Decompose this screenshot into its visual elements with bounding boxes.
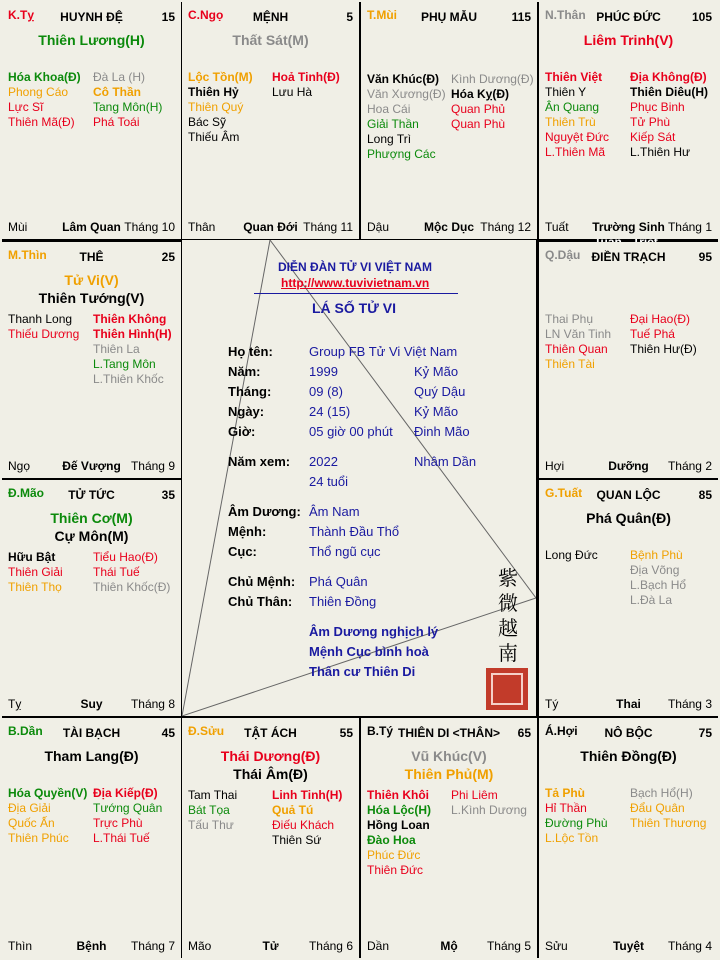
- minor-star: Kiếp Sát: [630, 130, 676, 144]
- minor-star: LN Văn Tinh: [545, 327, 612, 341]
- minor-star: Lộc Tồn(M): [188, 70, 253, 84]
- palace-mui-top[interactable]: [361, 2, 537, 239]
- minor-star: Thiên Hỷ: [188, 85, 239, 99]
- minor-star: Thiếu Âm: [188, 130, 240, 144]
- minor-star: Thiên Mã(Đ): [8, 115, 75, 129]
- info-value: 09 (8): [309, 384, 343, 399]
- month-label: Tháng 8: [130, 697, 175, 711]
- info-value: 24 tuổi: [309, 474, 349, 489]
- info-label: Ngày:: [228, 404, 265, 419]
- month-label: Tháng 6: [308, 939, 353, 953]
- main-star: Thất Sát(M): [232, 32, 309, 48]
- main-star: Thiên Tướng(V): [38, 290, 145, 306]
- palace-age: 45: [161, 726, 175, 740]
- minor-star: Bạch Hổ(H): [630, 786, 693, 800]
- minor-star: Quan Phù: [451, 117, 506, 131]
- minor-star: Thanh Long: [8, 312, 73, 326]
- minor-star: Phúc Đức: [367, 848, 421, 862]
- life-stage: Đế Vượng: [62, 459, 121, 473]
- minor-star: Địa Kiếp(Đ): [93, 786, 158, 800]
- chart-note: Mệnh Cục bình hoà: [309, 644, 429, 659]
- month-branch: Thìn: [8, 939, 33, 953]
- minor-stars-right: [451, 788, 527, 818]
- minor-stars-right: [630, 70, 708, 160]
- info-value: Group FB Tử Vi Việt Nam: [309, 344, 458, 359]
- palace-name: TÀI BẠCH: [62, 726, 121, 740]
- info-value: Âm Nam: [309, 504, 360, 519]
- minor-star: Địa Võng: [630, 563, 680, 577]
- minor-star: Thiên Không: [93, 312, 167, 326]
- palace-age: 105: [691, 10, 712, 24]
- info-value: Thổ ngũ cục: [309, 544, 381, 559]
- palace-age: 25: [161, 250, 175, 264]
- minor-star: Thiên La: [93, 342, 140, 356]
- month-label: Tháng 12: [480, 220, 531, 234]
- minor-stars-right: [630, 786, 706, 831]
- minor-star: Hóa Quyền(V): [8, 786, 88, 800]
- month-branch: Sửu: [545, 939, 568, 953]
- minor-star: Thai Phụ: [545, 312, 594, 326]
- minor-star: Linh Tinh(H): [272, 788, 343, 802]
- palace-branch: B.Dần: [8, 724, 43, 738]
- minor-star: Thiên Quan: [545, 342, 608, 356]
- palace-age: 115: [511, 10, 531, 24]
- minor-star: Phượng Các: [367, 147, 436, 161]
- minor-star: Thiên Hình(H): [93, 327, 172, 341]
- minor-star: Thiên Giải: [8, 565, 63, 579]
- minor-star: Thiếu Dương: [8, 327, 80, 341]
- life-stage: Lâm Quan: [62, 220, 121, 234]
- minor-star: Tử Phù: [630, 115, 671, 129]
- minor-stars-left: [545, 548, 598, 563]
- palace-branch: Đ.Sửu: [188, 724, 225, 738]
- life-stage: Thai: [616, 697, 641, 711]
- life-stage: Mộc Dục: [423, 220, 474, 234]
- minor-stars-right: [93, 70, 162, 130]
- info-label: Âm Dương:: [228, 504, 301, 519]
- minor-star: L.Thiên Mã: [545, 145, 606, 159]
- minor-star: L.Đà La: [630, 593, 673, 607]
- minor-star: Long Đức: [545, 548, 598, 562]
- info-label: Cục:: [228, 544, 257, 559]
- palace-tuat-r[interactable]: [539, 480, 718, 716]
- month-label: Tháng 2: [667, 459, 712, 473]
- info-value: 1999: [309, 364, 338, 379]
- main-star: Phá Quân(Đ): [586, 510, 671, 526]
- minor-star: Thiên Khôi: [367, 788, 429, 802]
- minor-stars-left: [8, 312, 79, 342]
- minor-star: Điếu Khách: [272, 818, 335, 832]
- minor-star: L.Kình Dương: [451, 803, 527, 817]
- main-star: Cự Môn(M): [54, 528, 129, 544]
- palace-name: TỬ TỨC: [68, 488, 115, 502]
- month-branch: Dần: [367, 939, 390, 953]
- minor-star: L.Thiên Hư: [630, 145, 691, 159]
- minor-star: Thiên Hư(Đ): [630, 342, 697, 356]
- main-star: Thiên Đồng(Đ): [580, 748, 677, 764]
- info-value: 05 giờ 00 phút: [309, 424, 393, 439]
- main-star: Thiên Lương(H): [38, 32, 145, 48]
- minor-stars-right: [93, 312, 172, 387]
- info-label: Năm xem:: [228, 454, 291, 469]
- forum-url[interactable]: http://www.tuvivietnam.vn: [281, 276, 430, 290]
- palace-age: 95: [698, 250, 712, 264]
- main-star: Thiên Cơ(M): [50, 510, 133, 526]
- info-value: Thiên Đồng: [309, 594, 377, 609]
- palace-branch: C.Ngọ: [188, 8, 224, 22]
- palace-branch: Q.Dậu: [545, 248, 581, 262]
- minor-star: Tấu Thư: [188, 818, 234, 832]
- palace-than-top[interactable]: [539, 2, 718, 239]
- minor-stars-left: [367, 788, 431, 878]
- minor-star: Đẩu Quân: [630, 801, 685, 815]
- month-label: Tháng 11: [303, 220, 353, 234]
- palace-branch: Đ.Mão: [8, 486, 44, 500]
- life-stage: Suy: [80, 697, 103, 711]
- palace-branch: G.Tuất: [545, 486, 583, 500]
- minor-star: Văn Khúc(Đ): [367, 72, 439, 86]
- minor-star: Bác Sỹ: [188, 115, 227, 129]
- minor-star: Hữu Bật: [8, 550, 56, 564]
- minor-star: Quả Tú: [272, 803, 314, 817]
- minor-stars-right: [451, 72, 534, 132]
- palace-name: ĐIỀN TRẠCH: [591, 250, 666, 264]
- minor-star: Tướng Quân: [93, 801, 163, 815]
- minor-stars-left: [545, 70, 609, 160]
- minor-star: Phá Toái: [93, 115, 140, 129]
- seal-stamp: [486, 668, 528, 710]
- palace-age: 65: [517, 726, 531, 740]
- minor-star: Long Trì: [367, 132, 412, 146]
- vertical-title: 紫 微 越 南: [498, 566, 518, 665]
- main-star: Vũ Khúc(V): [411, 748, 487, 764]
- minor-star: Bệnh Phù: [630, 548, 683, 562]
- palace-hoi-b[interactable]: [539, 718, 718, 958]
- minor-star: Thiên Phúc: [8, 831, 69, 845]
- life-stage: Mộ: [440, 939, 458, 953]
- minor-stars-right: [630, 312, 697, 357]
- info-can-chi: Nhâm Dần: [414, 454, 477, 469]
- info-label: Tháng:: [228, 384, 272, 399]
- minor-stars-left: [545, 312, 611, 372]
- chart-note: Âm Dương nghịch lý: [309, 624, 439, 639]
- life-stage: Trường Sinh: [592, 220, 665, 234]
- minor-star: Thiên Diêu(H): [630, 85, 708, 99]
- minor-star: Văn Xương(Đ): [367, 87, 446, 101]
- palace-name: THÊ: [79, 250, 104, 264]
- minor-star: Thiên Tài: [545, 357, 595, 371]
- minor-star: Phong Cáo: [8, 85, 69, 99]
- minor-star: Đà La (H): [93, 70, 146, 84]
- palace-name: HUYNH ĐỆ: [60, 10, 123, 24]
- month-label: Tháng 3: [667, 697, 712, 711]
- minor-star: Trực Phù: [93, 816, 143, 830]
- palace-dau-r[interactable]: [539, 242, 718, 478]
- minor-star: Ân Quang: [545, 100, 600, 114]
- minor-star: Thiên Việt: [545, 70, 603, 84]
- chart-note: Thân cư Thiên Di: [309, 664, 416, 679]
- info-can-chi: Đinh Mão: [414, 424, 470, 439]
- month-branch: Mùi: [8, 220, 28, 234]
- life-stage: Quan Đới: [243, 220, 298, 234]
- minor-star: Tam Thai: [188, 788, 238, 802]
- palace-ty-top[interactable]: [2, 2, 181, 239]
- month-label: Tháng 1: [667, 220, 712, 234]
- minor-stars-right: [630, 548, 686, 608]
- minor-star: Thiên Đức: [367, 863, 424, 877]
- info-label: Mệnh:: [228, 524, 267, 539]
- month-branch: Tuất: [545, 220, 569, 234]
- palace-name: QUAN LỘC: [596, 488, 661, 502]
- minor-star: Phục Binh: [630, 100, 685, 114]
- palace-age: 55: [339, 726, 353, 740]
- minor-stars-right: [272, 70, 340, 100]
- palace-name: PHÚC ĐỨC: [596, 10, 661, 24]
- palace-age: 35: [161, 488, 175, 502]
- minor-star: Đường Phù: [545, 816, 608, 830]
- forum-name: DIỄN ĐÀN TỬ VI VIỆT NAM: [278, 260, 432, 274]
- minor-stars-left: [188, 788, 237, 833]
- main-star: Liêm Trinh(V): [583, 32, 674, 48]
- minor-star: Giải Thần: [367, 117, 419, 131]
- minor-stars-left: [367, 72, 446, 162]
- palace-name: MỆNH: [252, 10, 289, 24]
- month-label: Tháng 5: [486, 939, 531, 953]
- minor-stars-left: [8, 786, 87, 846]
- minor-star: Thái Tuế: [93, 565, 140, 579]
- life-stage: Tuyệt: [612, 939, 645, 953]
- life-stage: Tử: [262, 939, 279, 953]
- minor-star: Thiên Thọ: [8, 580, 62, 594]
- minor-star: Thiên Sứ: [272, 833, 322, 847]
- minor-star: L.Bạch Hổ: [630, 578, 687, 592]
- minor-stars-left: [545, 786, 608, 846]
- palace-name: THIÊN DI <THÂN>: [397, 726, 500, 740]
- minor-stars-right: [93, 786, 162, 846]
- palace-ngo-top[interactable]: [182, 2, 359, 239]
- palace-age: 85: [698, 488, 712, 502]
- info-value: Phá Quân: [309, 574, 368, 589]
- minor-star: Thiên Y: [545, 85, 587, 99]
- main-star: Tử Vi(V): [64, 272, 119, 288]
- month-label: Tháng 4: [667, 939, 712, 953]
- minor-star: L.Tang Môn: [93, 357, 156, 371]
- month-label: Tháng 10: [124, 220, 175, 234]
- minor-star: Hỉ Thần: [545, 801, 587, 815]
- minor-star: Quốc Ấn: [8, 816, 55, 830]
- info-label: Họ tên:: [228, 344, 273, 359]
- info-label: Chủ Thân:: [228, 594, 293, 609]
- minor-stars-left: [8, 550, 63, 595]
- palace-name: PHỤ MẪU: [421, 10, 477, 24]
- palace-ty-b[interactable]: [361, 718, 537, 958]
- palace-branch: K.Tỵ: [8, 8, 35, 22]
- month-branch: Hợi: [545, 459, 565, 473]
- palace-branch: T.Mùi: [367, 8, 397, 22]
- minor-star: Bát Tọa: [188, 803, 230, 817]
- month-label: Tháng 7: [130, 939, 175, 953]
- info-can-chi: Quý Dậu: [414, 384, 466, 399]
- info-value: 2022: [309, 454, 338, 469]
- main-star: Tham Lang(Đ): [44, 748, 139, 764]
- main-star: Thái Âm(Đ): [233, 766, 308, 782]
- palace-name: TẬT ÁCH: [244, 726, 297, 740]
- palace-suu-b[interactable]: [182, 718, 359, 958]
- minor-star: Hóa Kỵ(Đ): [451, 87, 510, 101]
- minor-star: Đại Hao(Đ): [630, 312, 691, 326]
- palace-thin-l[interactable]: [2, 242, 181, 478]
- minor-star: Quan Phủ: [451, 102, 506, 116]
- month-branch: Thân: [188, 220, 216, 234]
- minor-star: Tả Phù: [545, 786, 586, 800]
- minor-star: Tang Môn(H): [93, 100, 163, 114]
- minor-star: Tiểu Hao(Đ): [93, 550, 158, 564]
- info-can-chi: Kỷ Mão: [414, 364, 459, 379]
- title-rule: [254, 293, 458, 294]
- main-star: Thái Dương(Đ): [220, 748, 321, 764]
- minor-star: Lực Sĩ: [8, 100, 44, 114]
- minor-star: L.Lộc Tồn: [545, 831, 599, 845]
- minor-star: Thiên Trù: [545, 115, 596, 129]
- minor-star: Thiên Thương: [630, 816, 707, 830]
- minor-star: Địa Không(Đ): [630, 70, 707, 84]
- minor-star: L.Thiên Khốc: [93, 372, 164, 386]
- minor-stars-left: [8, 70, 81, 130]
- main-star: Thiên Phủ(M): [404, 766, 494, 782]
- month-branch: Tý: [545, 697, 559, 711]
- month-branch: Dậu: [367, 220, 390, 234]
- info-value: 24 (15): [309, 404, 351, 419]
- minor-star: Hóa Khoa(Đ): [8, 70, 81, 84]
- minor-stars-right: [93, 550, 170, 595]
- minor-star: Kình Dương(Đ): [451, 72, 534, 86]
- minor-star: Phi Liêm: [451, 788, 498, 802]
- minor-star: Thiên Khốc(Đ): [93, 580, 171, 594]
- palace-name: NÔ BỘC: [604, 726, 653, 740]
- minor-stars-left: [188, 70, 253, 145]
- month-branch: Tỵ: [8, 697, 22, 711]
- palace-branch: B.Tý: [367, 724, 394, 738]
- minor-star: L.Thái Tuế: [93, 831, 150, 845]
- minor-star: Cô Thần: [93, 85, 141, 99]
- palace-branch: Á.Hợi: [545, 724, 578, 738]
- life-stage: Bệnh: [76, 939, 107, 953]
- chart-title: LÁ SỐ TỬ VI: [312, 300, 396, 316]
- minor-star: Tuế Phá: [630, 327, 675, 341]
- minor-star: Địa Giải: [8, 801, 51, 815]
- palace-branch: N.Thân: [545, 8, 586, 22]
- month-branch: Ngọ: [8, 459, 31, 473]
- minor-stars-right: [272, 788, 342, 848]
- palace-dan-b[interactable]: [2, 718, 181, 958]
- minor-star: Nguyệt Đức: [545, 130, 610, 144]
- info-can-chi: Kỷ Mão: [414, 404, 459, 419]
- palace-branch: M.Thìn: [8, 248, 47, 262]
- minor-star: Thiên Quý: [188, 100, 244, 114]
- palace-age: 75: [698, 726, 712, 740]
- month-branch: Mão: [188, 939, 212, 953]
- center-info-panel: [182, 240, 536, 716]
- palace-age: 5: [346, 10, 353, 24]
- month-label: Tháng 9: [130, 459, 175, 473]
- life-stage: Dưỡng: [608, 459, 649, 473]
- palace-mao-l[interactable]: [2, 480, 181, 716]
- info-label: Chủ Mệnh:: [228, 574, 296, 589]
- minor-star: Hồng Loan: [367, 818, 430, 832]
- info-value: Thành Đầu Thổ: [309, 524, 400, 539]
- minor-star: Hoa Cái: [367, 102, 411, 116]
- palace-age: 15: [161, 10, 175, 24]
- info-label: Giờ:: [228, 424, 256, 439]
- minor-star: Hóa Lộc(H): [367, 803, 431, 817]
- minor-star: Lưu Hà: [272, 85, 313, 99]
- minor-star: Đào Hoa: [367, 833, 416, 847]
- minor-star: Hoả Tinh(Đ): [272, 70, 340, 84]
- info-label: Năm:: [228, 364, 261, 379]
